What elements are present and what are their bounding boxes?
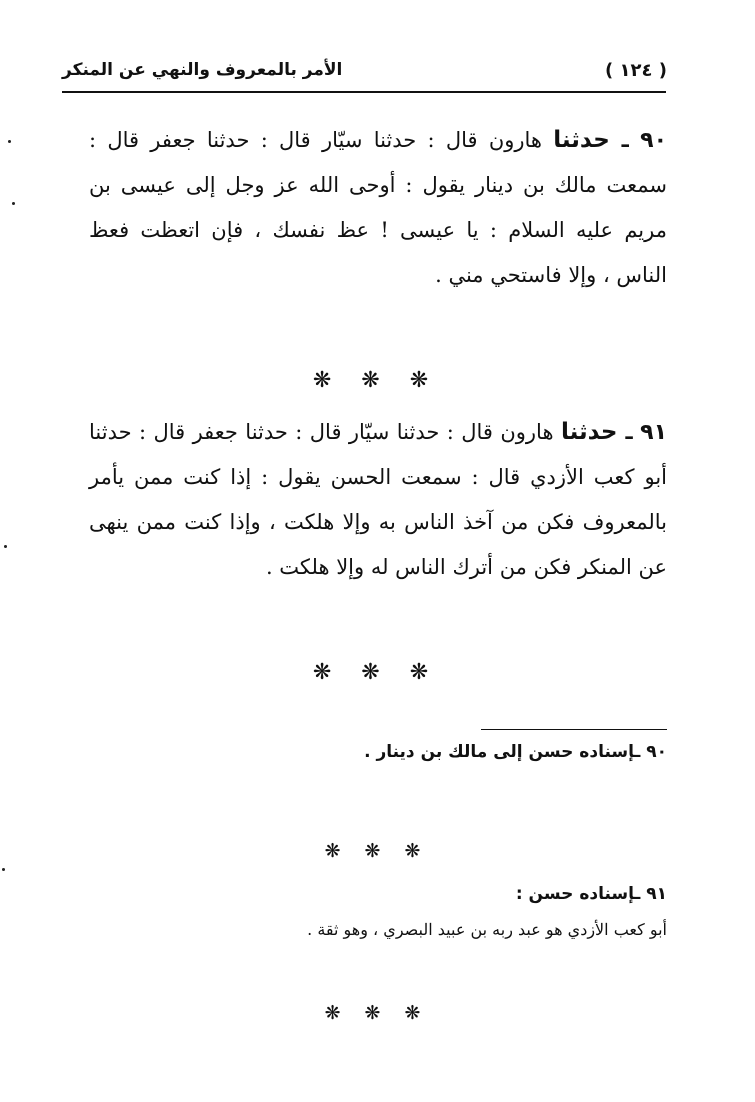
footnote-number: ٩٠ — [646, 742, 667, 762]
star-icon: ❋ — [409, 660, 429, 685]
hadith-lead-word: حدثنا — [553, 127, 610, 153]
star-icon: ❋ — [324, 1002, 341, 1024]
section-separator — [0, 1002, 750, 1024]
star-icon: ❋ — [312, 660, 332, 685]
star-icon: ❋ — [404, 840, 421, 862]
hadith-number: ٩١ — [640, 420, 667, 445]
margin-speck — [2, 868, 5, 871]
star-icon: ❋ — [324, 840, 341, 862]
footnote-number: ٩١ — [646, 884, 667, 904]
section-separator — [0, 660, 748, 685]
hadith-lead-word: حدثنا — [560, 419, 618, 445]
footnote-90 — [89, 736, 667, 768]
footnote-text: إسناده حسن : — [515, 884, 635, 904]
footnote-91-body: أبو كعب الأزدي هو عبد ربه بن عبيد البصري ، وهو ثقة . — [307, 920, 667, 939]
margin-speck — [12, 202, 15, 205]
star-icon: ❋ — [364, 840, 381, 862]
dash: ـ — [634, 742, 647, 762]
section-separator — [0, 840, 750, 862]
running-title: الأمر بالمعروف والنهي عن المنكر — [62, 60, 343, 80]
hadith-91 — [89, 410, 667, 590]
footnote-91 — [89, 878, 667, 910]
dash: ـ — [609, 128, 629, 152]
section-separator — [0, 368, 748, 393]
dash: ـ — [634, 884, 647, 904]
dash: ـ — [617, 420, 633, 444]
star-icon: ❋ — [312, 368, 332, 393]
hadith-text: هارون قال : حدثنا سيّار قال : حدثنا جعفر قال : حدثنا أبو كعب الأزدي قال : سمعت الحسن يقول : إذا كنت ممن يأمر بالمعروف فكن من آخذ الناس به وإلا هلكت ، وإذا كنت ممن ينهى عن المنكر فكن من أترك الناس له وإلا هلكت . — [89, 420, 667, 579]
hadith-text: هارون قال : حدثنا سيّار قال : حدثنا جعفر قال : سمعت مالك بن دينار يقول : أوحى الله عز وجل إلى عيسى بن مريم عليه السلام : يا عيسى ! عظ نفسك ، فإن اتعظت فعظ الناس ، وإلا فاستحي مني . — [89, 128, 667, 287]
hadith-number: ٩٠ — [640, 128, 667, 153]
footnote-rule — [481, 729, 667, 730]
star-icon: ❋ — [409, 368, 429, 393]
page-number: ( ١٢٤ ) — [605, 60, 667, 81]
star-icon: ❋ — [364, 1002, 381, 1024]
header-rule — [62, 91, 666, 93]
star-icon: ❋ — [404, 1002, 421, 1024]
hadith-90 — [89, 118, 667, 298]
margin-speck — [8, 140, 11, 143]
footnote-text: إسناده حسن إلى مالك بن دينار . — [364, 742, 635, 762]
star-icon: ❋ — [361, 368, 380, 393]
margin-speck — [4, 545, 7, 548]
star-icon: ❋ — [361, 660, 380, 685]
